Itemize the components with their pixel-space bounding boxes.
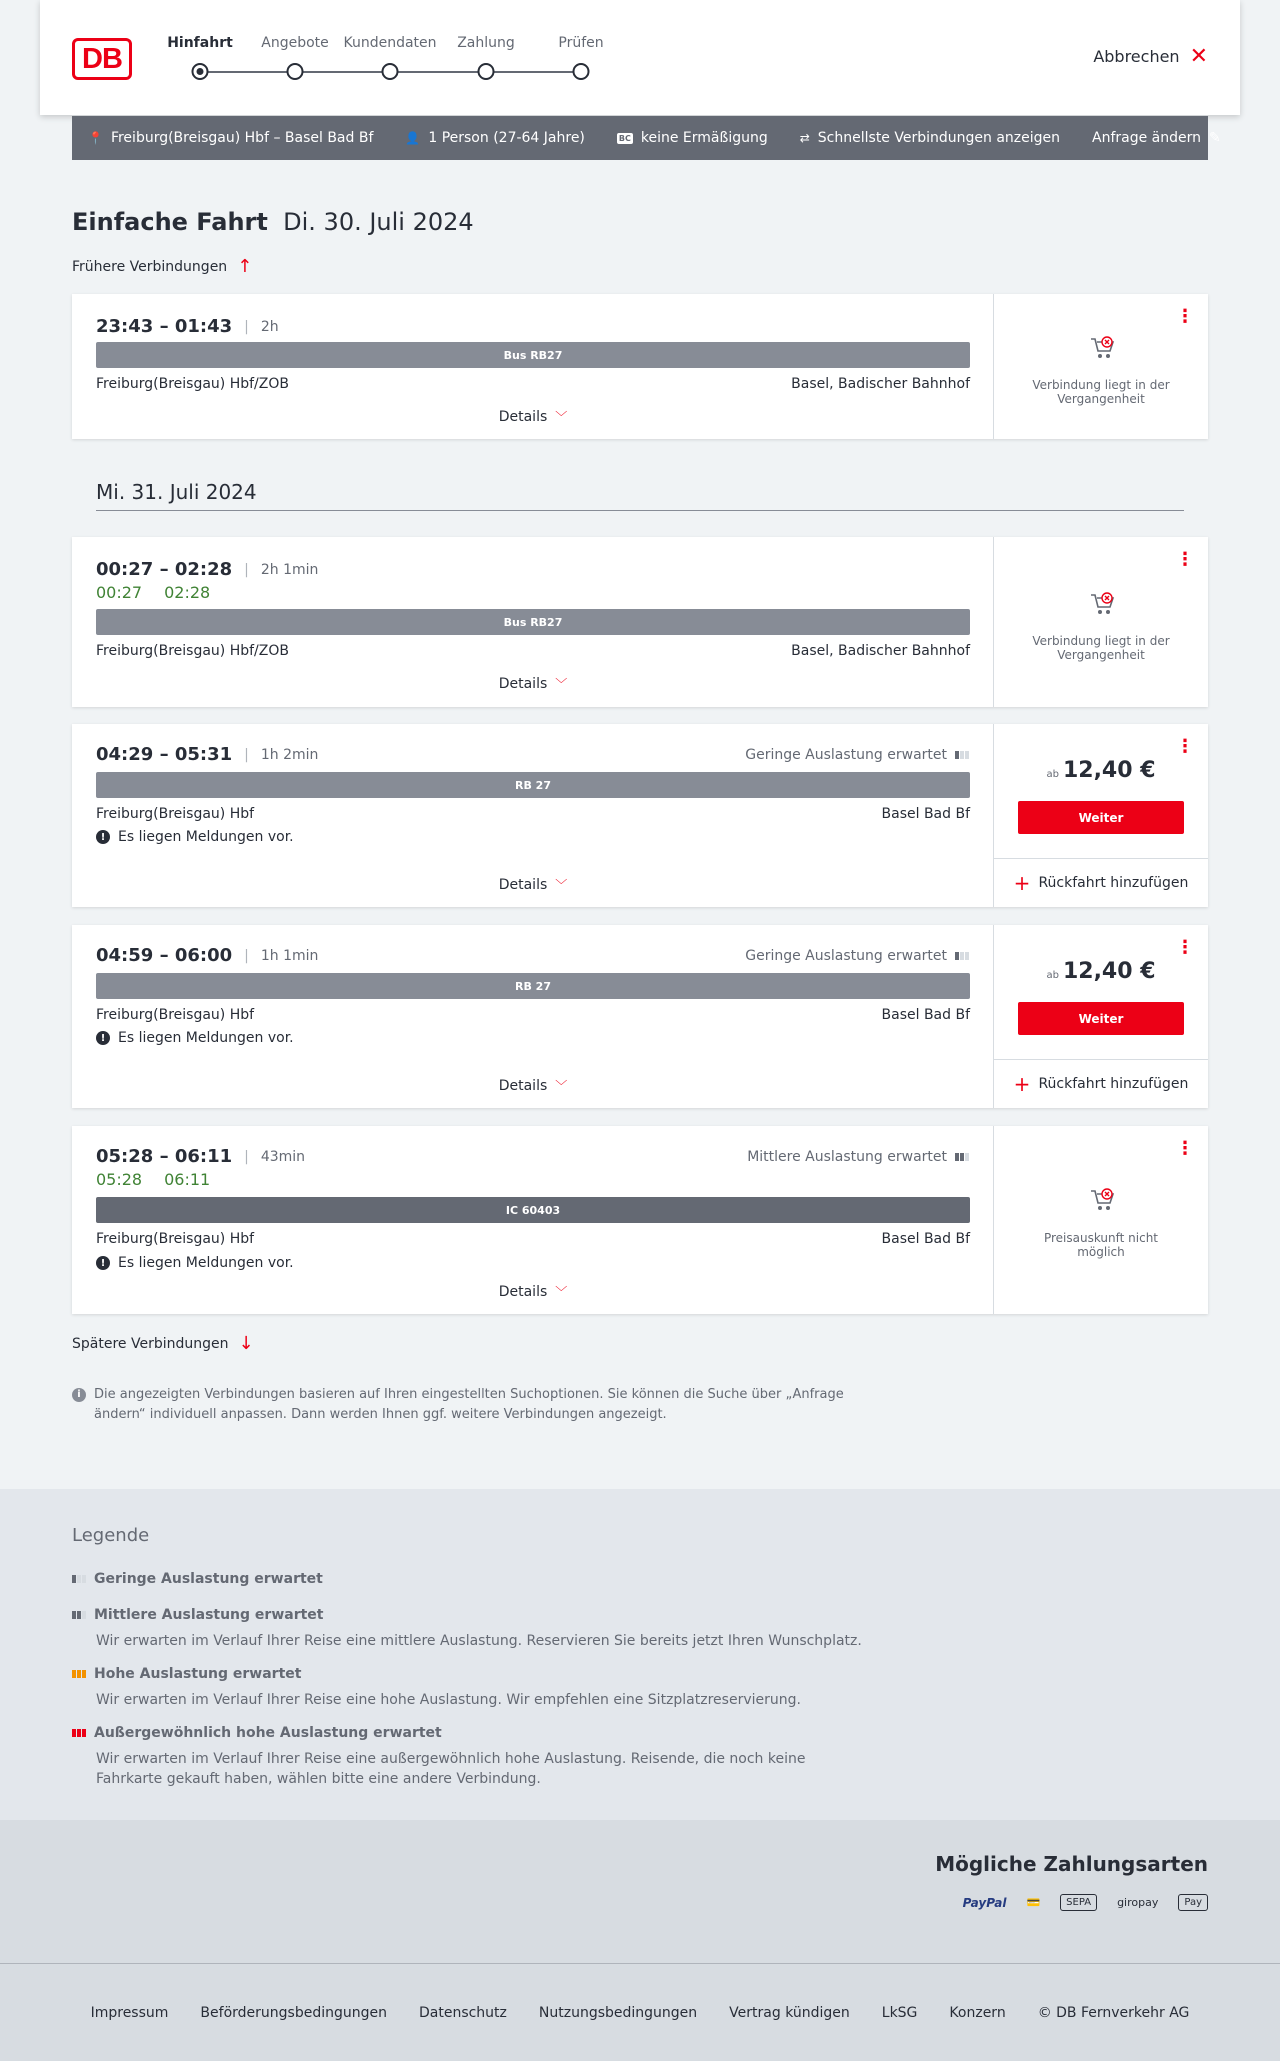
route-summary bbox=[88, 130, 373, 146]
arrival-station: Basel Bad Bf bbox=[881, 1007, 970, 1023]
add-return-button[interactable] bbox=[994, 858, 1208, 907]
more-options-icon[interactable]: ⋮ bbox=[1176, 549, 1194, 570]
legend-item-desc: Wir erwarten im Verlauf Ihrer Reise eine hohe Auslastung. Wir empfehlen eine Sitzplatzreservierung. bbox=[96, 1692, 801, 1708]
connection-card bbox=[72, 537, 1208, 707]
connection-times: 04:59 – 06:00 bbox=[96, 945, 233, 966]
connection-times-row: 04:29 – 05:31 | 1h 2min bbox=[96, 744, 319, 765]
legend-item bbox=[72, 1666, 872, 1710]
connection-duration: 1h 2min bbox=[260, 746, 319, 763]
details-label: Details bbox=[498, 409, 548, 425]
later-connections-link[interactable] bbox=[72, 1333, 254, 1354]
arrival-station: Basel Bad Bf bbox=[881, 806, 970, 822]
step-label-angebote: Angebote bbox=[261, 35, 329, 51]
step-dot-zahlung bbox=[478, 63, 495, 80]
arrival-station: Basel Bad Bf bbox=[881, 1231, 970, 1247]
footer-link-konzern[interactable]: Konzern bbox=[949, 2004, 1006, 2021]
legend-item bbox=[72, 1571, 872, 1587]
connection-times-row: 04:59 – 06:00 | 1h 1min bbox=[96, 945, 319, 966]
occupancy-low-icon bbox=[955, 952, 969, 960]
connection-offer bbox=[994, 925, 1208, 1108]
cart-unavailable-icon bbox=[1090, 1188, 1116, 1212]
messages-notice bbox=[96, 1030, 294, 1046]
legend-item bbox=[72, 1607, 872, 1651]
change-request-label: Anfrage ändern bbox=[1092, 130, 1202, 146]
stations-row bbox=[96, 1007, 970, 1023]
train-bar: RB 27 bbox=[96, 772, 970, 798]
sepa-icon: SEPA bbox=[1060, 1894, 1097, 1911]
occupancy-indicator bbox=[745, 948, 969, 964]
info-note bbox=[72, 1385, 852, 1425]
details-toggle[interactable] bbox=[72, 1077, 994, 1094]
more-options-icon[interactable]: ⋮ bbox=[1176, 306, 1194, 327]
persons-summary bbox=[405, 130, 585, 146]
details-toggle[interactable] bbox=[72, 1283, 994, 1300]
departure-station: Freiburg(Breisgau) Hbf bbox=[96, 1231, 255, 1247]
step-dot-kundendaten bbox=[382, 63, 399, 80]
occupancy-indicator bbox=[745, 747, 969, 763]
person-icon: 👤 bbox=[405, 131, 421, 145]
occupancy-medium-icon bbox=[72, 1611, 86, 1619]
departure-station: Freiburg(Breisgau) Hbf/ZOB bbox=[96, 376, 289, 392]
legend-item-title: Außergewöhnlich hohe Auslastung erwartet bbox=[94, 1725, 442, 1741]
realtime-departure: 00:27 bbox=[96, 583, 143, 602]
connection-times: 23:43 – 01:43 bbox=[96, 316, 233, 337]
stations-row bbox=[96, 376, 970, 392]
chevron-down-icon: ﹀ bbox=[555, 677, 568, 691]
chevron-down-icon: ﹀ bbox=[555, 410, 568, 424]
cart-unavailable-icon bbox=[1090, 336, 1116, 360]
footer-link-lksg[interactable]: LkSG bbox=[881, 2004, 918, 2021]
details-toggle[interactable] bbox=[72, 408, 994, 425]
connection-main bbox=[72, 537, 994, 707]
messages-text: Es liegen Meldungen vor. bbox=[118, 1255, 294, 1271]
connection-duration: 43min bbox=[260, 1148, 306, 1165]
persons-text: 1 Person (27-64 Jahre) bbox=[428, 130, 585, 146]
exclamation-icon: ! bbox=[96, 1031, 110, 1045]
pencil-icon: ✎ bbox=[1209, 130, 1221, 146]
messages-text: Es liegen Meldungen vor. bbox=[118, 1030, 294, 1046]
price bbox=[994, 959, 1208, 984]
details-toggle[interactable] bbox=[72, 876, 994, 893]
status-text: Verbindung liegt in der Vergangenheit bbox=[1032, 634, 1170, 662]
stations-row bbox=[96, 806, 970, 822]
cancel-button[interactable] bbox=[1093, 43, 1208, 69]
location-pin-icon: 📍 bbox=[88, 131, 103, 145]
header bbox=[40, 0, 1240, 115]
step-label-kundendaten: Kundendaten bbox=[343, 35, 437, 51]
price-prefix: ab bbox=[1046, 769, 1059, 780]
train-bar: RB 27 bbox=[96, 973, 970, 999]
fastest-text: Schnellste Verbindungen anzeigen bbox=[817, 130, 1061, 146]
messages-notice bbox=[96, 829, 294, 845]
cancel-label: Abbrechen bbox=[1093, 47, 1180, 66]
arrival-station: Basel, Badischer Bahnhof bbox=[791, 376, 970, 392]
chevron-down-icon: ﹀ bbox=[555, 1079, 568, 1093]
stations-row bbox=[96, 1231, 970, 1247]
arrival-station: Basel, Badischer Bahnhof bbox=[791, 643, 970, 659]
credit-card-icon: 💳 bbox=[1026, 1896, 1041, 1909]
connection-card bbox=[72, 294, 1208, 439]
connection-card bbox=[72, 1126, 1208, 1314]
apple-pay-icon: Pay bbox=[1178, 1894, 1208, 1911]
connection-duration: 1h 1min bbox=[260, 947, 319, 964]
connection-times-row: 05:28 – 06:11 | 43min bbox=[96, 1146, 306, 1167]
payments-section bbox=[0, 1820, 1280, 1964]
add-return-button[interactable] bbox=[994, 1059, 1208, 1108]
cart-unavailable-icon bbox=[1090, 592, 1116, 616]
messages-notice bbox=[96, 1255, 294, 1271]
arrow-down-icon: ↓ bbox=[238, 1333, 254, 1354]
messages-text: Es liegen Meldungen vor. bbox=[118, 829, 294, 845]
chevron-down-icon: ﹀ bbox=[555, 1285, 568, 1299]
occupancy-medium-icon bbox=[955, 1153, 969, 1161]
legend-item-title: Hohe Auslastung erwartet bbox=[94, 1666, 302, 1682]
connection-times-row: 00:27 – 02:28 | 2h 1min bbox=[96, 559, 319, 580]
realtime-departure: 05:28 bbox=[96, 1170, 143, 1189]
continue-button[interactable]: Weiter bbox=[1018, 801, 1184, 834]
occupancy-high-icon bbox=[72, 1670, 86, 1678]
connection-times: 00:27 – 02:28 bbox=[96, 559, 233, 580]
page-title bbox=[72, 208, 474, 236]
footer-copyright: © DB Fernverkehr AG bbox=[1037, 2004, 1190, 2021]
step-label-hinfahrt: Hinfahrt bbox=[167, 35, 233, 51]
connection-duration: 2h 1min bbox=[260, 561, 319, 578]
occupancy-low-icon bbox=[72, 1575, 86, 1583]
status-text: Preisauskunft nicht möglich bbox=[1043, 1231, 1159, 1259]
connection-main bbox=[72, 294, 994, 439]
connection-times: 05:28 – 06:11 bbox=[96, 1146, 233, 1167]
close-icon: ✕ bbox=[1189, 43, 1208, 69]
info-icon: i bbox=[72, 1388, 86, 1402]
occupancy-text: Geringe Auslastung erwartet bbox=[745, 948, 947, 964]
occupancy-text: Mittlere Auslastung erwartet bbox=[747, 1149, 947, 1165]
discount-text: keine Ermäßigung bbox=[640, 130, 768, 146]
train-bar: Bus RB27 bbox=[96, 609, 970, 635]
step-label-zahlung: Zahlung bbox=[457, 35, 515, 51]
occupancy-text: Geringe Auslastung erwartet bbox=[745, 747, 947, 763]
exclamation-icon: ! bbox=[96, 830, 110, 844]
departure-station: Freiburg(Breisgau) Hbf bbox=[96, 806, 255, 822]
legend-item-title: Mittlere Auslastung erwartet bbox=[94, 1607, 324, 1623]
status-text: Verbindung liegt in der Vergangenheit bbox=[1032, 378, 1170, 406]
price-prefix: ab bbox=[1046, 970, 1059, 981]
train-bar: Bus RB27 bbox=[96, 342, 970, 368]
connection-duration: 2h bbox=[260, 318, 279, 335]
realtime-row bbox=[96, 1170, 210, 1189]
trip-type: Einfache Fahrt bbox=[72, 208, 268, 236]
connection-offer bbox=[994, 294, 1208, 439]
exclamation-icon: ! bbox=[96, 1256, 110, 1270]
connection-times-row: 23:43 – 01:43 | 2h bbox=[96, 316, 279, 337]
info-text: Die angezeigten Verbindungen basieren auf Ihren eingestellten Suchoptionen. Sie können die Suche über „Anfrage ändern“ individuell anpassen. Dann werden Ihnen ggf. weitere Verbindungen angezeigt. bbox=[94, 1387, 844, 1422]
payments-title: Mögliche Zahlungsarten bbox=[935, 1852, 1208, 1876]
stations-row bbox=[96, 643, 970, 659]
change-request-button[interactable] bbox=[1092, 130, 1221, 146]
paypal-icon: PayPal bbox=[962, 1895, 1007, 1910]
fastest-summary bbox=[800, 130, 1060, 146]
details-label: Details bbox=[498, 676, 548, 692]
earlier-connections-link[interactable] bbox=[72, 256, 252, 277]
departure-station: Freiburg(Breisgau) Hbf/ZOB bbox=[96, 643, 289, 659]
connection-offer bbox=[994, 1126, 1208, 1314]
search-summary-bar bbox=[72, 116, 1221, 160]
legend-item bbox=[72, 1725, 872, 1789]
connection-main bbox=[72, 925, 994, 1108]
later-connections-label: Spätere Verbindungen bbox=[72, 1335, 229, 1352]
details-label: Details bbox=[498, 1078, 548, 1094]
day-divider: Mi. 31. Juli 2024 bbox=[96, 480, 1184, 511]
add-return-label: Rückfahrt hinzufügen bbox=[1038, 875, 1189, 891]
realtime-row bbox=[96, 583, 210, 602]
details-label: Details bbox=[498, 1284, 548, 1300]
add-return-label: Rückfahrt hinzufügen bbox=[1038, 1076, 1189, 1092]
more-options-icon[interactable]: ⋮ bbox=[1176, 736, 1194, 757]
legend-title: Legende bbox=[72, 1525, 150, 1546]
occupancy-extreme-icon bbox=[72, 1729, 86, 1737]
step-dot-angebote bbox=[287, 63, 304, 80]
connection-offer bbox=[994, 537, 1208, 707]
more-options-icon[interactable]: ⋮ bbox=[1176, 937, 1194, 958]
footer-link-nutzung[interactable]: Nutzungsbedingungen bbox=[538, 2004, 698, 2021]
chevron-down-icon: ﹀ bbox=[555, 878, 568, 892]
connection-times: 04:29 – 05:31 bbox=[96, 744, 233, 765]
realtime-arrival: 06:11 bbox=[164, 1170, 211, 1189]
departure-station: Freiburg(Breisgau) Hbf bbox=[96, 1007, 255, 1023]
footer-link-datenschutz[interactable]: Datenschutz bbox=[418, 2004, 507, 2021]
step-dot-pruefen bbox=[573, 63, 590, 80]
connection-offer bbox=[994, 724, 1208, 907]
payment-icons bbox=[963, 1894, 1208, 1911]
discount-summary bbox=[617, 130, 768, 146]
legend-item-title: Geringe Auslastung erwartet bbox=[94, 1571, 323, 1587]
connection-card bbox=[72, 724, 1208, 907]
details-label: Details bbox=[498, 877, 548, 893]
occupancy-indicator bbox=[747, 1149, 969, 1165]
price-value: 12,40 € bbox=[1062, 758, 1156, 783]
trip-date: Di. 30. Juli 2024 bbox=[283, 208, 474, 236]
bahncard-icon: BC bbox=[618, 133, 631, 143]
db-logo[interactable]: DB bbox=[72, 38, 132, 80]
connection-main bbox=[72, 1126, 994, 1314]
footer-link-kuendigen[interactable]: Vertrag kündigen bbox=[729, 2004, 850, 2021]
details-toggle[interactable] bbox=[72, 675, 994, 692]
train-bar: IC 60403 bbox=[96, 1197, 970, 1223]
step-label-pruefen: Prüfen bbox=[558, 35, 604, 51]
continue-button[interactable]: Weiter bbox=[1018, 1002, 1184, 1035]
price bbox=[994, 758, 1208, 783]
swap-arrows-icon: ⇄ bbox=[799, 131, 810, 145]
route-text: Freiburg(Breisgau) Hbf – Basel Bad Bf bbox=[110, 130, 374, 146]
price-value: 12,40 € bbox=[1062, 959, 1156, 984]
footer-link-befoerderung[interactable]: Beförderungsbedingungen bbox=[200, 2004, 387, 2021]
footer-link-impressum[interactable]: Impressum bbox=[90, 2004, 169, 2021]
earlier-connections-label: Frühere Verbindungen bbox=[72, 258, 228, 275]
realtime-arrival: 02:28 bbox=[164, 583, 211, 602]
connection-card bbox=[72, 925, 1208, 1108]
plus-icon: + bbox=[1013, 871, 1031, 895]
arrow-up-icon: ↑ bbox=[237, 256, 253, 277]
legend-item-desc: Wir erwarten im Verlauf Ihrer Reise eine mittlere Auslastung. Reservieren Sie bereits jetzt Ihren Wunschplatz. bbox=[96, 1633, 862, 1649]
footer bbox=[0, 1964, 1280, 2061]
legend-item-desc: Wir erwarten im Verlauf Ihrer Reise eine außergewöhnlich hohe Auslastung. Reisende, die noch keine Fahrkarte gekauft haben, wählen bitte eine andere Verbindung. bbox=[96, 1751, 806, 1787]
more-options-icon[interactable]: ⋮ bbox=[1176, 1138, 1194, 1159]
occupancy-low-icon bbox=[955, 751, 969, 759]
connection-main bbox=[72, 724, 994, 907]
plus-icon: + bbox=[1013, 1072, 1031, 1096]
step-dot-hinfahrt bbox=[192, 63, 209, 80]
legend-section bbox=[0, 1489, 1280, 1820]
giropay-icon: giropay bbox=[1117, 1896, 1159, 1909]
